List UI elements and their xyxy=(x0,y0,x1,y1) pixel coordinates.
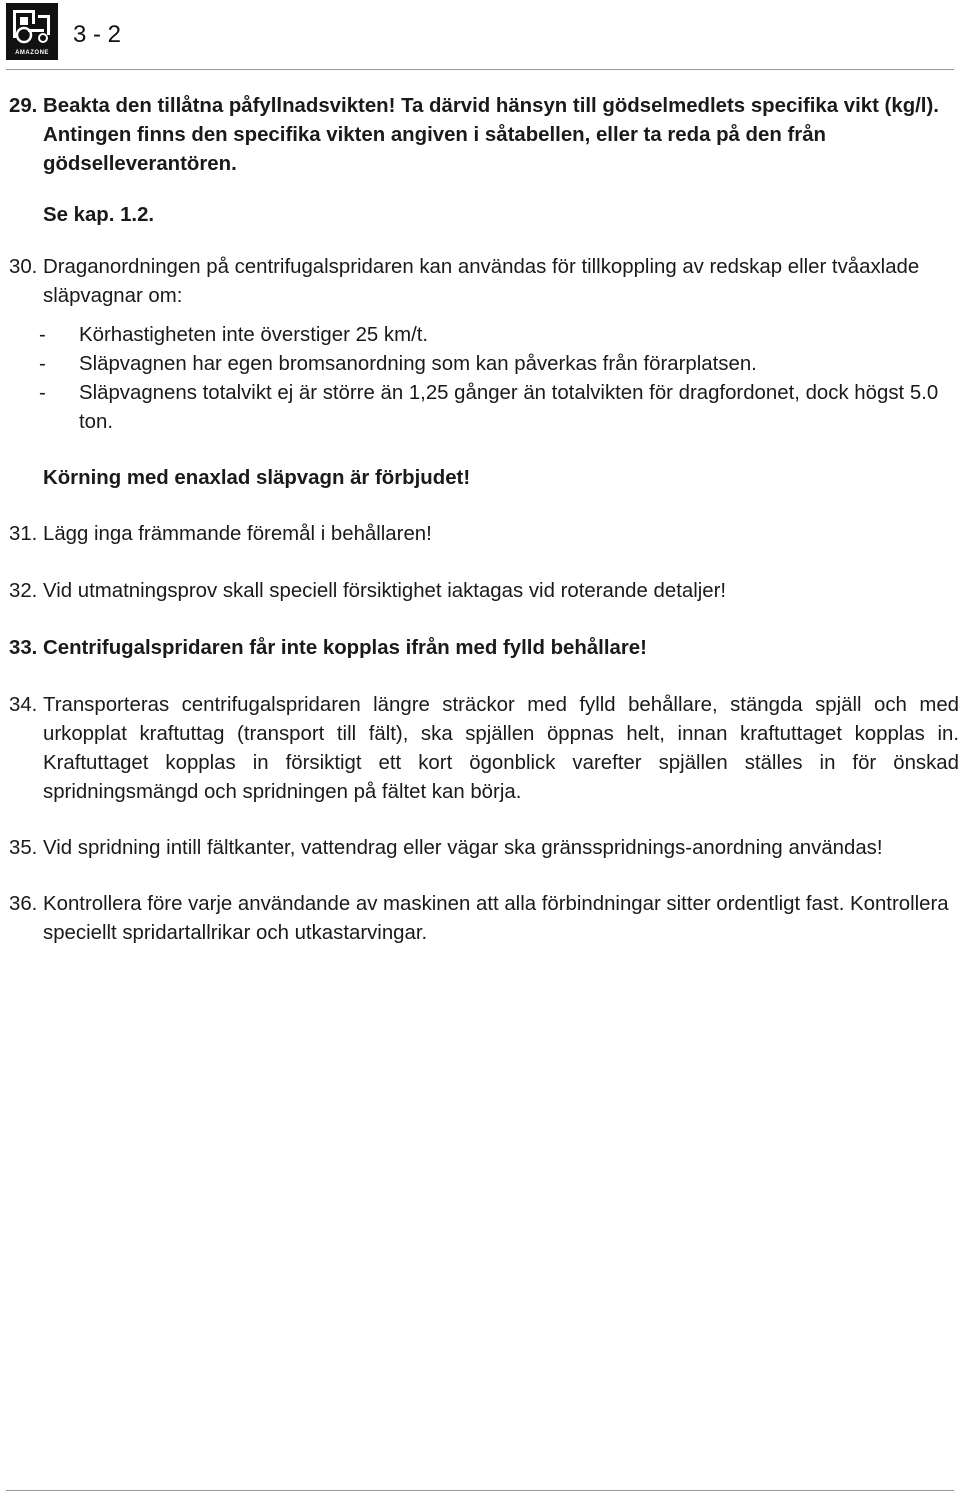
page-header xyxy=(6,3,956,67)
condition-list xyxy=(9,321,959,437)
tractor-logo-icon xyxy=(10,7,54,47)
item-number: 32. xyxy=(9,580,38,602)
amazone-logo xyxy=(6,3,58,60)
item-text: Beakta den tillåtna påfyllnadsvikten! Ta därvid hänsyn till gödselmedlets specifika vikt (kg/l). Antingen finns den specifika vikten angiven i såtabellen, eller ta reda på den från gödselleverantören. xyxy=(43,95,939,175)
item-number: 36. xyxy=(9,893,38,915)
safety-instructions xyxy=(9,92,959,948)
item-text: Draganordningen på centrifugalspridaren kan användas för tillkoppling av redskap eller tvåaxlade släpvagnar om: xyxy=(43,256,920,307)
item-text: Transporteras centrifugalspridaren längre sträckor med fylld behållare, stängda spjäll och med urkopplat kraftuttag (transport till fält), ska spjällen öppnas helt, innan kraftuttaget kopplas in. Kraftuttaget kopplas in försiktigt ett kort ögonblick varefter spjällen ställes in för önskad spridningsmängd och spridningen på fältet kan börja. xyxy=(43,694,959,803)
item-text: Centrifugalspridaren får inte kopplas ifrån med fylld behållare! xyxy=(43,637,647,659)
item-number: 35. xyxy=(9,837,38,859)
bullet-marker: - xyxy=(39,353,46,375)
item-33 xyxy=(9,634,959,663)
item-32 xyxy=(9,577,959,606)
list-item xyxy=(9,379,959,437)
bullet-marker: - xyxy=(39,324,46,346)
item-number: 29. xyxy=(9,95,38,117)
page-number: 3 - 2 xyxy=(73,21,122,48)
item-29 xyxy=(9,92,959,230)
item-34 xyxy=(9,691,959,807)
chapter-reference: Se kap. 1.2. xyxy=(43,204,155,226)
list-item-text: Släpvagnen har egen bromsanordning som kan påverkas från förarplatsen. xyxy=(79,353,757,375)
footer-divider xyxy=(6,1490,954,1491)
item-31 xyxy=(9,520,959,549)
item-number: 34. xyxy=(9,694,38,716)
item-text: Lägg inga främmande föremål i behållaren! xyxy=(43,523,432,545)
item-36 xyxy=(9,890,959,948)
item-number: 33. xyxy=(9,637,38,659)
item-30 xyxy=(9,253,959,311)
list-item-text: Släpvagnens totalvikt ej är större än 1,25 gånger än totalvikten för dragfordonet, dock högst 5.0 ton. xyxy=(79,382,939,433)
warning-label: Körning med enaxlad släpvagn är förbjudet! xyxy=(43,467,471,489)
bullet-marker: - xyxy=(39,382,46,404)
header-divider xyxy=(6,69,954,70)
item-number: 31. xyxy=(9,523,38,545)
item-number: 30. xyxy=(9,256,38,278)
list-item xyxy=(9,350,959,379)
item-35 xyxy=(9,834,959,863)
item-text: Vid utmatningsprov skall speciell försiktighet iaktagas vid roterande detaljer! xyxy=(43,580,727,602)
item-text: Kontrollera före varje användande av maskinen att alla förbindningar sitter ordentligt fast. Kontrollera speciellt spridartallrikar och utkastarvingar. xyxy=(43,893,949,944)
logo-text: AMAZONE xyxy=(15,50,49,56)
list-item-text: Körhastigheten inte överstiger 25 km/t. xyxy=(79,324,429,346)
item-text: Vid spridning intill fältkanter, vattendrag eller vägar ska gränsspridnings-anordning användas! xyxy=(43,837,883,859)
list-item xyxy=(9,321,959,350)
warning-text xyxy=(9,464,959,493)
